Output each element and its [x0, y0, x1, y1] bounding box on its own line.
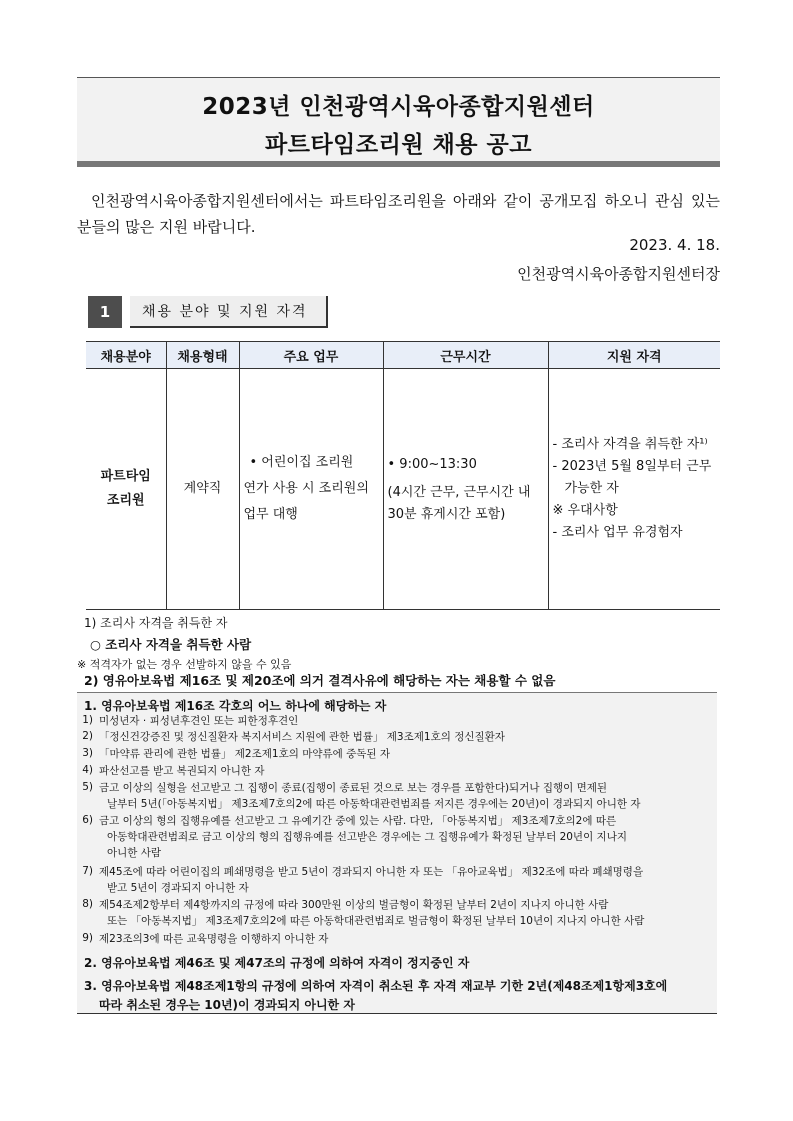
duty-line2: 연가 사용 시 조리원의	[243, 481, 369, 496]
list-item: 파산선고를 받고 복권되지 아니한 자	[99, 765, 265, 777]
cell-type: 계약직	[166, 369, 239, 610]
hours-line3: 30분 휴게시간 포함)	[387, 507, 506, 522]
cell-duty	[239, 369, 383, 610]
item-number: 9)	[82, 932, 93, 944]
footnote-circle: ○ 조리사 자격을 취득한 사람	[90, 637, 252, 652]
list-item: 「정신건강증진 및 정신질환자 복지서비스 지원에 관한 법률」 제3조제1호의 정신질환자	[99, 731, 505, 743]
list-item: 제23조의3에 따른 교육명령을 이행하지 아니한 자	[99, 933, 329, 945]
item-number: 5)	[82, 781, 93, 793]
item-number: 8)	[82, 898, 93, 910]
issuer-name: 인천광역시육아종합지원센터장	[517, 265, 720, 283]
header-duty: 주요 업무	[239, 342, 383, 369]
list-item-cont: 받고 5년이 경과되지 아니한 자	[107, 882, 249, 894]
qual-line1: - 조리사 자격을 취득한 자¹⁾	[552, 437, 708, 452]
disqualify-heading-2: 2. 영유아보육법 제46조 및 제47조의 규정에 의하여 자격이 정지중인 자	[84, 956, 470, 970]
item-number: 3)	[82, 747, 93, 759]
list-item-cont: 아니한 사람	[107, 847, 162, 859]
list-item: 금고 이상의 실형을 선고받고 그 집행이 종료(집행이 종료된 것으로 보는 경우를 포함한다)되거나 집행이 면제된	[99, 782, 608, 794]
disqualify-heading-3: 3. 영유아보육법 제48조제1항의 규정에 의하여 자격이 취소된 후 자격 재교부 기한 2년(제48조제1항제3호에	[84, 979, 668, 993]
job-table	[86, 341, 720, 610]
section-number: 1	[88, 296, 122, 328]
hours-line2: (4시간 근무, 근무시간 내	[387, 485, 531, 500]
title-box	[77, 77, 720, 167]
footnote-2: 2) 영유아보육법 제16조 및 제20조에 의거 결격사유에 해당하는 자는 채용할 수 없음	[84, 673, 556, 688]
list-item: 미성년자 · 피성년후견인 또는 피한정후견인	[99, 715, 299, 727]
header-hours: 근무시간	[383, 342, 548, 369]
qual-line5: - 조리사 업무 유경험자	[552, 525, 683, 540]
header-qualification: 지원 자격	[548, 342, 720, 369]
qual-line2: - 2023년 5월 8일부터 근무	[552, 459, 712, 474]
cell-field: 파트타임 조리원	[86, 369, 166, 610]
duty-line1: • 어린이집 조리원	[249, 455, 354, 470]
item-number: 4)	[82, 764, 93, 776]
disqualification-box	[77, 692, 717, 1014]
intro-paragraph	[77, 188, 720, 240]
item-number: 2)	[82, 730, 93, 742]
footnote-1: 1) 조리사 자격을 취득한 자	[84, 616, 228, 630]
duty-line3: 업무 대행	[243, 507, 298, 522]
list-item-cont: 날부터 5년(「아동복지법」 제3조제7호의2에 따른 아동학대관련범죄를 저지른 경우에는 20년)이 경과되지 아니한 자	[107, 798, 641, 810]
list-item-cont: 아동학대관련범죄로 금고 이상의 형의 집행유예를 선고받은 경우에는 그 집행유예가 확정된 날부터 20년이 지나지	[107, 831, 627, 843]
item-number: 1)	[82, 714, 93, 726]
item-number: 6)	[82, 814, 93, 826]
disqualify-heading-1: 1. 영유아보육법 제16조 각호의 어느 하나에 해당하는 자	[84, 699, 387, 713]
footnote-star: ※ 적격자가 없는 경우 선발하지 않을 수 있음	[77, 658, 292, 671]
cell-hours	[383, 369, 548, 610]
header-type: 채용형태	[166, 342, 239, 369]
qual-line4: ※ 우대사항	[552, 503, 618, 518]
list-item: 제45조에 따라 어린이집의 폐쇄명령을 받고 5년이 경과되지 아니한 자 또는 「유아교육법」 제32조에 따라 폐쇄명령을	[99, 866, 644, 878]
disqualify-heading-3-cont: 따라 취소된 경우는 10년)이 경과되지 아니한 자	[99, 998, 355, 1012]
page-title-line1: 2023년 인천광역시육아종합지원센터	[202, 94, 595, 120]
list-item: 금고 이상의 형의 집행유예를 선고받고 그 유예기간 중에 있는 사람. 다만, 「아동복지법」 제3조제7호의2에 따른	[99, 815, 617, 827]
hours-line1: • 9:00~13:30	[387, 457, 477, 472]
announcement-date: 2023. 4. 18.	[629, 236, 720, 254]
table-header-row	[86, 342, 720, 369]
list-item: 「마약류 관리에 관한 법률」 제2조제1호의 마약류에 중독된 자	[99, 748, 391, 760]
cell-qualification	[548, 369, 720, 610]
qual-line3: 가능한 자	[564, 481, 619, 496]
list-item: 제54조제2항부터 제4항까지의 규정에 따라 300만원 이상의 벌금형이 확정된 날부터 2년이 지나지 아니한 사람	[99, 899, 609, 911]
list-item-cont: 또는 「아동복지법」 제3조제7호의2에 따른 아동학대관련범죄로 벌금형이 확정된 날부터 10년이 지나지 아니한 사람	[107, 915, 645, 927]
table-row	[86, 369, 720, 610]
intro-text: 인천광역시육아종합지원센터에서는 파트타임조리원을 아래와 같이 공개모집 하오니 관심 있는 분들의 많은 지원 바랍니다.	[77, 192, 720, 236]
page-title-line2: 파트타임조리원 채용 공고	[265, 132, 532, 158]
item-number: 7)	[82, 865, 93, 877]
section-heading: 채용 분야 및 지원 자격	[130, 296, 328, 328]
header-field: 채용분야	[86, 342, 166, 369]
